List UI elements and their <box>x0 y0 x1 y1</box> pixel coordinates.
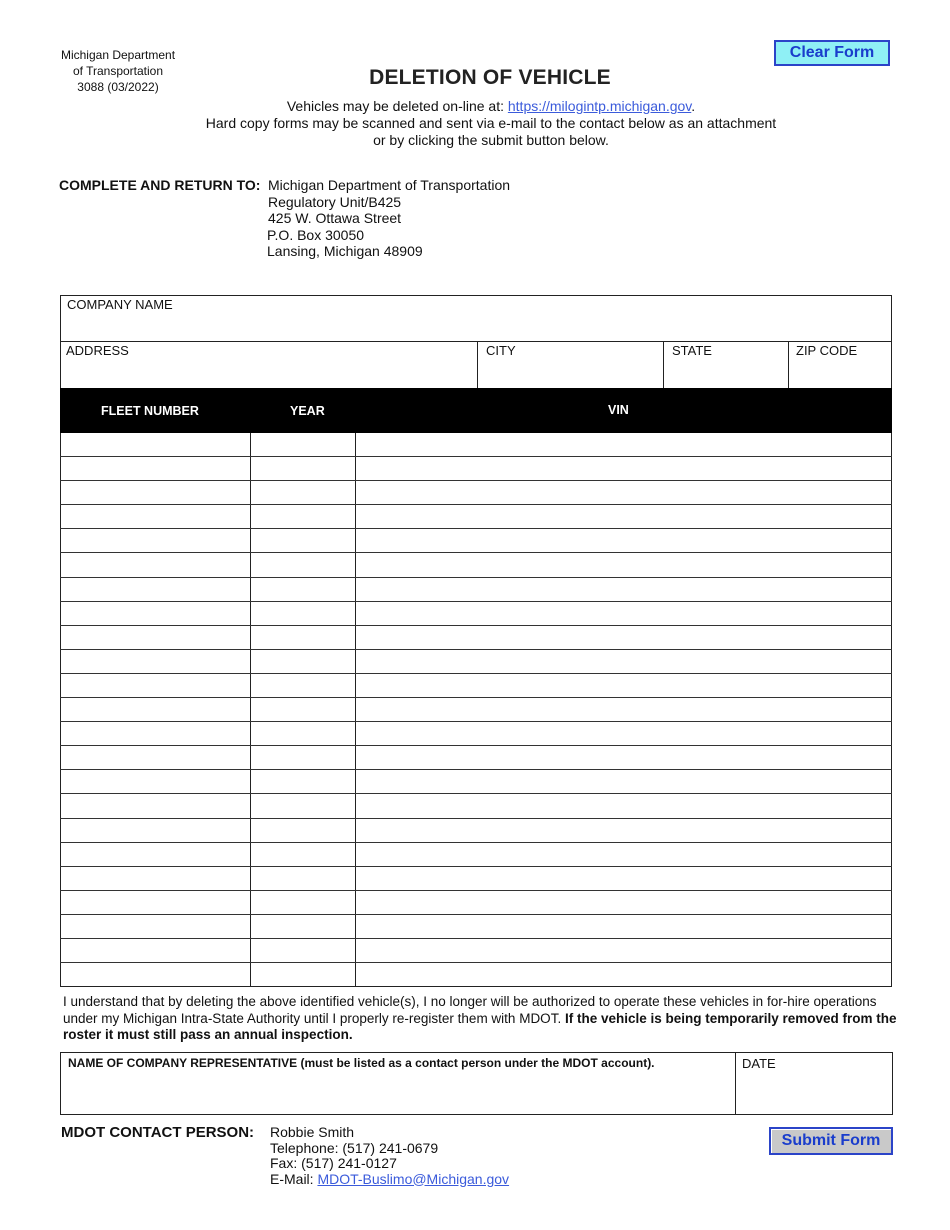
year-input[interactable] <box>253 748 353 767</box>
table-row <box>60 722 892 746</box>
fleet-number-input[interactable] <box>62 531 248 550</box>
contact-fax: Fax: (517) 241-0127 <box>270 1155 397 1171</box>
vin-input[interactable] <box>358 700 888 719</box>
table-row <box>60 746 892 770</box>
intro-url-suffix: . <box>691 98 696 114</box>
year-input[interactable] <box>253 507 353 526</box>
intro-prefix: Vehicles may be deleted on-line at: <box>286 98 508 114</box>
column-divider <box>355 722 356 746</box>
column-divider <box>355 843 356 867</box>
intro-line1 <box>0 98 950 115</box>
column-divider <box>250 698 251 722</box>
fleet-number-input[interactable] <box>62 483 248 502</box>
divider <box>788 341 789 388</box>
vin-input[interactable] <box>358 869 888 888</box>
submit-form-button[interactable]: Submit Form <box>769 1127 893 1155</box>
fleet-number-input[interactable] <box>62 941 248 960</box>
column-divider <box>355 674 356 698</box>
company-name-field[interactable] <box>62 314 890 340</box>
return-to-label: COMPLETE AND RETURN TO: <box>59 177 261 193</box>
column-divider <box>250 915 251 939</box>
column-divider <box>355 915 356 939</box>
vin-input[interactable] <box>358 628 888 647</box>
vehicle-table-body <box>60 433 892 987</box>
column-divider <box>250 505 251 529</box>
column-divider <box>250 819 251 843</box>
vin-input[interactable] <box>358 483 888 502</box>
vin-input[interactable] <box>358 507 888 526</box>
form-code: 3088 (03/2022) <box>77 80 159 94</box>
column-divider <box>355 457 356 481</box>
date-field[interactable] <box>737 1075 891 1113</box>
table-row <box>60 794 892 818</box>
year-input[interactable] <box>253 845 353 864</box>
vin-input[interactable] <box>358 821 888 840</box>
table-row <box>60 602 892 626</box>
vin-input[interactable] <box>358 941 888 960</box>
fleet-number-input[interactable] <box>62 869 248 888</box>
column-divider <box>355 626 356 650</box>
return-address-line: P.O. Box 30050 <box>267 226 365 243</box>
year-input[interactable] <box>253 724 353 743</box>
contact-email-prefix: E-Mail: <box>270 1170 318 1187</box>
column-divider <box>355 433 356 457</box>
header-vin: VIN <box>608 403 629 417</box>
contact-name: Robbie Smith <box>270 1124 355 1140</box>
vin-input[interactable] <box>358 676 888 695</box>
vin-input[interactable] <box>358 435 888 454</box>
page-title: DELETION OF VEHICLE <box>369 66 611 89</box>
column-divider <box>250 481 251 505</box>
vin-input[interactable] <box>358 845 888 864</box>
fleet-number-input[interactable] <box>62 845 248 864</box>
fleet-number-input[interactable] <box>62 893 248 912</box>
year-input[interactable] <box>253 676 353 695</box>
state-label: STATE <box>672 343 712 358</box>
contact-email-line <box>270 1172 509 1188</box>
column-divider <box>355 505 356 529</box>
table-row <box>60 433 892 457</box>
contact-email-link[interactable]: MDOT-Buslimo@Michigan.gov <box>317 1170 510 1187</box>
year-input[interactable] <box>253 628 353 647</box>
column-divider <box>250 578 251 602</box>
column-divider <box>250 553 251 577</box>
return-address-line: Michigan Department of Transportation <box>268 177 511 193</box>
city-field[interactable] <box>479 360 663 386</box>
column-divider <box>250 746 251 770</box>
intro-text <box>0 98 950 149</box>
column-divider <box>250 602 251 626</box>
column-divider <box>355 891 356 915</box>
column-divider <box>250 674 251 698</box>
fleet-number-input[interactable] <box>62 652 248 671</box>
table-row <box>60 891 892 915</box>
column-divider <box>250 529 251 553</box>
column-divider <box>250 650 251 674</box>
table-row <box>60 915 892 939</box>
table-row <box>60 650 892 674</box>
column-divider <box>355 867 356 891</box>
divider <box>663 341 664 388</box>
column-divider <box>355 698 356 722</box>
year-input[interactable] <box>253 821 353 840</box>
year-input[interactable] <box>253 555 353 574</box>
year-input[interactable] <box>253 604 353 623</box>
header-year: YEAR <box>290 404 325 418</box>
column-divider <box>250 867 251 891</box>
state-field[interactable] <box>665 360 787 386</box>
table-row <box>60 843 892 867</box>
fleet-number-input[interactable] <box>62 604 248 623</box>
fleet-number-input[interactable] <box>62 917 248 936</box>
fleet-number-input[interactable] <box>62 796 248 815</box>
agency-name-line1: Michigan Department <box>60 48 176 62</box>
return-address-line: Lansing, Michigan 48909 <box>267 243 423 259</box>
contact-details <box>270 1125 509 1187</box>
vin-input[interactable] <box>358 965 888 984</box>
representative-label: NAME OF COMPANY REPRESENTATIVE (must be listed as a contact person under the MDOT account). <box>68 1056 655 1070</box>
vin-input[interactable] <box>358 459 888 478</box>
table-row <box>60 939 892 963</box>
city-label: CITY <box>486 343 516 358</box>
fleet-number-input[interactable] <box>62 555 248 574</box>
vin-input[interactable] <box>358 796 888 815</box>
column-divider <box>355 819 356 843</box>
intro-line3: or by clicking the submit button below. <box>373 132 609 148</box>
column-divider <box>250 963 251 987</box>
table-row <box>60 481 892 505</box>
header-fleet-number: FLEET NUMBER <box>101 404 199 418</box>
vin-input[interactable] <box>358 604 888 623</box>
online-link[interactable]: https://milogintp.michigan.gov <box>507 98 692 114</box>
column-divider <box>250 722 251 746</box>
year-input[interactable] <box>253 893 353 912</box>
year-input[interactable] <box>253 700 353 719</box>
table-row <box>60 674 892 698</box>
column-divider <box>355 939 356 963</box>
fleet-number-input[interactable] <box>62 435 248 454</box>
vin-input[interactable] <box>358 917 888 936</box>
vin-input[interactable] <box>358 580 888 599</box>
column-divider <box>250 794 251 818</box>
fleet-number-input[interactable] <box>62 748 248 767</box>
column-divider <box>355 963 356 987</box>
table-row <box>60 457 892 481</box>
return-address-line: Regulatory Unit/B425 <box>268 193 402 210</box>
return-address <box>268 177 510 260</box>
address-field[interactable] <box>62 360 476 386</box>
agency-name-line2: of Transportation <box>72 64 164 78</box>
vin-input[interactable] <box>358 652 888 671</box>
year-input[interactable] <box>253 531 353 550</box>
fleet-number-input[interactable] <box>62 676 248 695</box>
table-row <box>60 698 892 722</box>
vin-input[interactable] <box>358 531 888 550</box>
column-divider <box>250 770 251 794</box>
year-input[interactable] <box>253 435 353 454</box>
vin-input[interactable] <box>358 555 888 574</box>
column-divider <box>250 891 251 915</box>
fleet-number-input[interactable] <box>62 772 248 791</box>
column-divider <box>250 457 251 481</box>
company-name-label: COMPANY NAME <box>67 297 173 312</box>
representative-box <box>60 1052 893 1115</box>
vin-input[interactable] <box>358 893 888 912</box>
fleet-number-input[interactable] <box>62 459 248 478</box>
contact-person-label: MDOT CONTACT PERSON: <box>61 1124 255 1141</box>
year-input[interactable] <box>253 580 353 599</box>
table-row <box>60 963 892 987</box>
fleet-number-input[interactable] <box>62 965 248 984</box>
column-divider <box>250 843 251 867</box>
column-divider <box>355 529 356 553</box>
column-divider <box>250 433 251 457</box>
address-label: ADDRESS <box>66 343 129 358</box>
column-divider <box>355 553 356 577</box>
year-input[interactable] <box>253 796 353 815</box>
column-divider <box>355 794 356 818</box>
column-divider <box>355 746 356 770</box>
table-row <box>60 529 892 553</box>
statement-bold-text: If the vehicle is being temporarily removed from the roster it must still pass an annual inspection. <box>63 1010 897 1042</box>
table-header <box>60 388 892 433</box>
zip-field[interactable] <box>790 360 890 386</box>
fleet-number-input[interactable] <box>62 507 248 526</box>
contact-telephone: Telephone: (517) 241-0679 <box>270 1139 439 1156</box>
table-row <box>60 819 892 843</box>
table-row <box>60 578 892 602</box>
vin-input[interactable] <box>358 748 888 767</box>
fleet-number-input[interactable] <box>62 700 248 719</box>
statement-text: I understand that by deleting the above identified vehicle(s), I no longer will be authorized to operate these vehicles in for-hire operations under my Michigan Intra-State Authority until I properly re-register them with MDOT. <box>63 994 877 1026</box>
table-row <box>60 867 892 891</box>
column-divider <box>355 578 356 602</box>
fleet-number-input[interactable] <box>62 821 248 840</box>
fleet-number-input[interactable] <box>62 724 248 743</box>
year-input[interactable] <box>253 965 353 984</box>
table-row <box>60 553 892 577</box>
zip-label: ZIP CODE <box>796 343 858 358</box>
intro-line2: Hard copy forms may be scanned and sent via e-mail to the contact below as an attachment <box>205 115 777 131</box>
year-input[interactable] <box>253 941 353 960</box>
divider <box>735 1053 736 1114</box>
table-row <box>60 505 892 529</box>
representative-name-field[interactable] <box>62 1075 734 1113</box>
column-divider <box>355 770 356 794</box>
fleet-number-input[interactable] <box>62 628 248 647</box>
vin-input[interactable] <box>358 772 888 791</box>
date-label: DATE <box>742 1056 776 1071</box>
divider <box>477 341 478 388</box>
year-input[interactable] <box>253 869 353 888</box>
year-input[interactable] <box>253 772 353 791</box>
year-input[interactable] <box>253 483 353 502</box>
column-divider <box>250 626 251 650</box>
year-input[interactable] <box>253 917 353 936</box>
divider <box>61 341 891 342</box>
year-input[interactable] <box>253 459 353 478</box>
table-row <box>60 770 892 794</box>
fleet-number-input[interactable] <box>62 580 248 599</box>
clear-form-button[interactable]: Clear Form <box>774 40 890 66</box>
vin-input[interactable] <box>358 724 888 743</box>
column-divider <box>355 481 356 505</box>
column-divider <box>355 602 356 626</box>
column-divider <box>355 650 356 674</box>
acknowledgement-statement <box>63 994 903 1044</box>
return-address-line: 425 W. Ottawa Street <box>268 210 402 226</box>
column-divider <box>250 939 251 963</box>
year-input[interactable] <box>253 652 353 671</box>
table-row <box>60 626 892 650</box>
